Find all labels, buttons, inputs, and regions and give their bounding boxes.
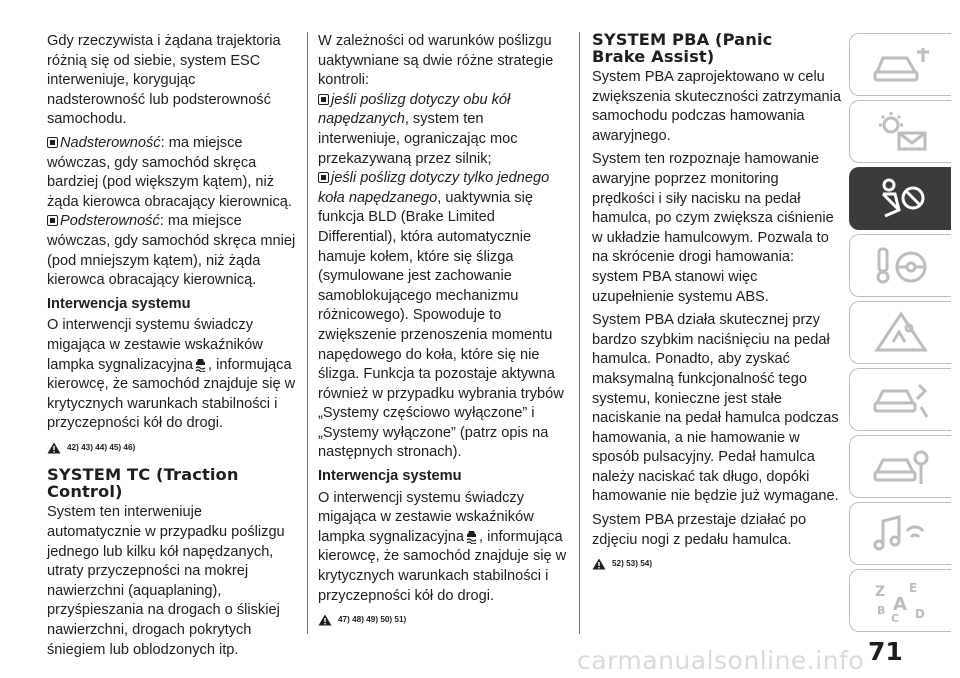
title-line: SYSTEM TC (Traction [47,465,239,485]
paragraph [318,489,568,607]
column-divider [307,32,308,634]
watermark: carmanualsonline.info [577,646,865,675]
paragraph: System PBA przestaje działać po zdjęciu nogi z pedału hamulca. [592,512,807,548]
title-line: Control) [47,481,123,501]
warning-ref-numbers: 52) 53) 54) [612,559,653,569]
car-specs-icon [869,444,933,490]
esc-warning-lamp-icon [465,529,478,544]
paragraph: W zależności od warunków poślizgu uaktywniane są dwie różne strategie kontroli: [318,33,554,89]
car-dashboard-icon [869,42,933,88]
text: O interwencji systemu świadczy migająca w zestawie wskaźników lampka sygnalizacyjna [47,317,263,373]
tab-warning-lights[interactable] [849,100,951,163]
column-3 [592,32,842,584]
strategy-item [318,169,568,463]
key-steering-icon [869,243,933,289]
subheading: Interwencja systemu [47,295,191,312]
strategy-item [318,91,568,169]
car-lift-maintenance-icon [869,377,933,423]
tab-technical-data[interactable] [849,435,951,498]
warning-lights-icon [869,109,933,155]
bullet-square-icon [318,172,329,183]
paragraph: System ten interweniuje automatycznie w przypadku poślizgu jednego lub kilku kół napędzanych, utraty przyczepności na mokrej nawierzchni (aquaplaning), przyśpieszania na drogach o śliskiej nawierzchni, drogach pokrytych śniegiem lub oblodzonych itp. [47,504,285,658]
column-2 [318,32,568,640]
multimedia-icon [869,511,933,557]
column-divider [579,32,580,634]
title-line: SYSTEM PBA (Panic [592,30,773,49]
warning-triangle-icon [47,442,61,454]
bullet-square-icon [47,215,58,226]
tab-safety[interactable] [849,167,951,230]
title-line: Brake Assist) [592,46,715,66]
section-title-pba [592,32,842,65]
warning-triangle-icon [592,558,606,570]
definition: , system ten interweniuje, ograniczając moc przekazywaną przez silnik; [318,111,518,167]
understeer-item [47,212,297,290]
term: jeśli poślizg dotyczy tylko jednego koła napędzanego [318,170,550,206]
esc-warning-lamp-icon [194,357,207,372]
column-1 [47,32,297,664]
text: , informująca kierowcę, że samochód znajduje się w krytycznych warunkach stabilności i przyczepności kół do drogi. [47,356,296,432]
paragraph: System PBA zaprojektowano w celu zwiększenia skuteczności zatrzymania samochodu podczas hamowania awaryjnego. [592,69,841,144]
svg-text:E: E [908,580,917,595]
paragraph: Gdy rzeczywista i żądana trajektoria różnią się od siebie, system ESC interweniuje, korygując nadsterowność lub podsterowność samochodu. [47,33,281,128]
tab-start-drive[interactable] [849,234,951,297]
definition: , uaktywnia się funkcja BLD (Brake Limited Differential), która automatycznie hamuje kołem, które się ślizga (symulowane jest zachowanie samoblokującego mechanizmu różnicowego). Spowoduje to zwiększenie przenoszenia momentu napędowego do koła, które się nie ślizga. Funkcja ta pozostaje aktywna również w przypadku wybrania trybów „Systemy częściowo wyłączone” i „Systemy wyłączone” (patrz opis na następnych stronach). [318,189,564,461]
svg-text:C: C [890,611,899,624]
section-title-tc [47,467,297,500]
svg-text:D: D [914,606,925,621]
warning-triangle-icon [318,614,332,626]
term: Nadsterowność [60,134,161,151]
page-number: 71 [868,637,903,666]
warning-refs [592,554,842,574]
paragraph [47,316,297,434]
svg-text:Z: Z [874,583,885,600]
chapter-tabs [849,33,951,636]
text: , informująca kierowcę, że samochód znajduje się w krytycznych warunkach stabilności i przyczepności kół do drogi. [318,528,567,604]
paragraph: System PBA działa skutecznej przy bardzo szybkim naciśnięciu na pedał hamulca. Ponadto, aby zyskać maksymalną funkcjonalność tego systemu, konieczne jest stałe naciskanie na pedał hamulca podczas hamowania, a nie hamowanie w sposób pulsacyjny. Pedał hamulca należy naciskać tak długo, dopóki hamowanie nie będzie już wymagane. [592,312,839,505]
bullet-square-icon [47,137,58,148]
tab-multimedia[interactable] [849,502,951,565]
subheading: Interwencja systemu [318,468,462,485]
road-emergency-icon [869,310,933,356]
airbag-seatbelt-icon [869,176,933,222]
term: jeśli poślizg dotyczy obu kół napędzanych [318,91,511,128]
warning-ref-numbers: 42) 43) 44) 45) 46) [67,442,136,452]
term: Podsterowność [60,213,160,230]
warning-refs [47,438,297,458]
tab-maintenance[interactable] [849,368,951,431]
svg-text:A: A [892,593,907,615]
bullet-square-icon [318,94,329,105]
alphabetical-index-icon [869,578,933,624]
tab-dashboard[interactable] [849,33,951,96]
tab-emergency[interactable] [849,301,951,364]
warning-ref-numbers: 47) 48) 49) 50) 51) [338,615,407,625]
svg-text:B: B [876,603,885,617]
definition: : ma miejsce wówczas, gdy samochód skręca bardziej (pod większym kątem), niż żąda kierowca obracający kierownicą. [47,134,292,210]
oversteer-item [47,134,297,212]
warning-refs [318,610,568,630]
tab-index[interactable] [849,569,951,632]
paragraph: System ten rozpoznaje hamowanie awaryjne poprzez monitoring prędkości i siły nacisku na pedał hamulca, po czym zwiększa ciśnienie w układzie hamulcowym. Pozwala to na skrócenie drogi hamowania: system PBA stanowi więc uzupełnienie systemu ABS. [592,151,834,305]
definition: : ma miejsce wówczas, gdy samochód skręca mniej (pod mniejszym kątem), niż żąda kierowca obracający kierownicą. [47,213,296,289]
text: O interwencji systemu świadczy migająca w zestawie wskaźników lampka sygnalizacyjna [318,489,534,545]
